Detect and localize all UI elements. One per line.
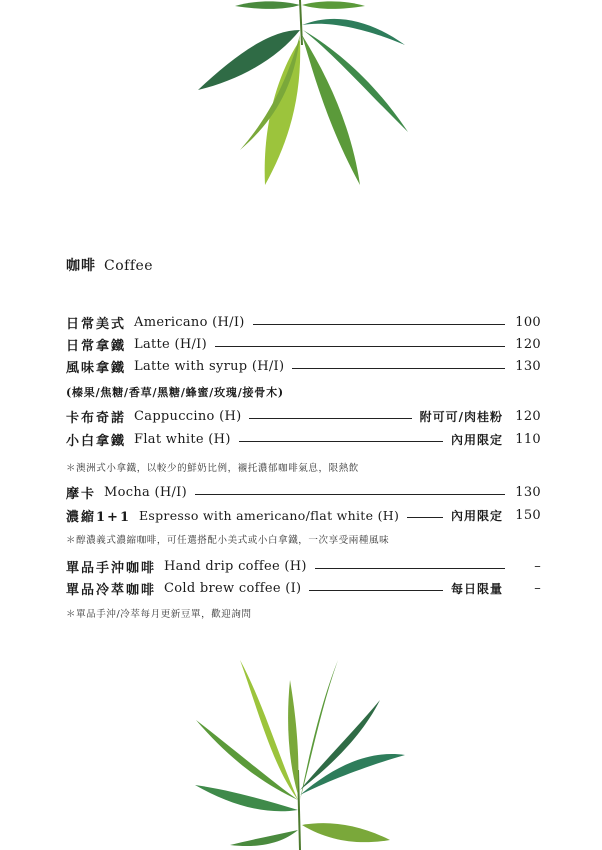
item-price: – <box>534 558 541 574</box>
leader-line <box>195 494 505 495</box>
leader-line <box>249 418 411 419</box>
leader-line <box>215 346 505 347</box>
item-name-en: Flat white (H) <box>134 431 231 447</box>
section-title <box>66 255 153 275</box>
item-name-zh: 單品手沖咖啡 <box>66 560 157 576</box>
item-name-en: Hand drip coffee (H) <box>164 558 307 574</box>
item-name-zh: 單品冷萃咖啡 <box>66 582 157 598</box>
item-price: – <box>534 580 541 596</box>
item-price: 120 <box>515 336 541 352</box>
leader-line <box>407 517 443 518</box>
item-name-zh: 日常美式 <box>66 316 127 332</box>
leader-line <box>253 324 505 325</box>
item-name-en: Americano (H/I) <box>134 314 245 330</box>
leader-line <box>239 441 443 442</box>
footnote-espresso: ＊醇濃義式濃縮咖啡，可任選搭配小美式或小白拿鐵，一次享受兩種風味 <box>66 535 390 546</box>
item-name-zh: 日常拿鐵 <box>66 338 127 354</box>
menu-item-hand-drip <box>66 556 541 576</box>
item-name-zh: 卡布奇諾 <box>66 410 127 426</box>
footnote-single-origin: ＊單品手沖/冷萃每月更新豆單，歡迎詢問 <box>66 609 252 620</box>
menu-item-americano <box>66 312 541 332</box>
leaf-illustration-bottom <box>0 650 602 850</box>
item-price: 120 <box>515 408 541 424</box>
leaf-illustration-top <box>0 0 602 200</box>
syrup-flavors: (榛果/焦糖/香草/黑糖/蜂蜜/玫瑰/接骨木) <box>66 386 284 399</box>
menu-item-espresso <box>66 505 541 525</box>
item-note: 內用限定 <box>450 432 503 447</box>
menu-item-cappuccino <box>66 406 541 426</box>
item-name-en: Mocha (H/I) <box>104 484 187 500</box>
menu-item-latte <box>66 334 541 354</box>
item-note: 附可可/肉桂粉 <box>419 409 503 424</box>
item-price: 150 <box>515 507 541 523</box>
item-price: 100 <box>515 314 541 330</box>
item-price: 110 <box>515 431 541 447</box>
leader-line <box>292 368 505 369</box>
item-note: 內用限定 <box>450 508 503 523</box>
menu-item-flat-white <box>66 429 541 449</box>
item-name-zh: 濃縮1+1 <box>66 509 131 525</box>
item-price: 130 <box>515 358 541 374</box>
item-note: 每日限量 <box>450 581 503 596</box>
menu-item-latte-syrup <box>66 356 541 376</box>
leader-line <box>315 568 505 569</box>
item-name-zh: 小白拿鐵 <box>66 433 127 449</box>
item-name-en: Cold brew coffee (I) <box>164 580 302 596</box>
leader-line <box>309 590 443 591</box>
item-name-zh: 摩卡 <box>66 486 97 502</box>
item-name-en: Latte with syrup (H/I) <box>134 358 285 374</box>
item-name-en: Cappuccino (H) <box>134 408 242 424</box>
item-price: 130 <box>515 484 541 500</box>
item-name-zh: 風味拿鐵 <box>66 360 127 376</box>
section-title-zh: 咖啡 <box>66 258 96 274</box>
item-name-en: Latte (H/I) <box>134 336 207 352</box>
item-name-en: Espresso with americano/flat white (H) <box>138 507 400 523</box>
footnote-flat-white: ＊澳洲式小拿鐵，以較少的鮮奶比例，襯托濃郁咖啡氣息，限熱飲 <box>66 463 359 474</box>
section-title-en: Coffee <box>104 258 154 274</box>
menu-item-mocha <box>66 482 541 502</box>
menu-item-cold-brew <box>66 578 541 598</box>
